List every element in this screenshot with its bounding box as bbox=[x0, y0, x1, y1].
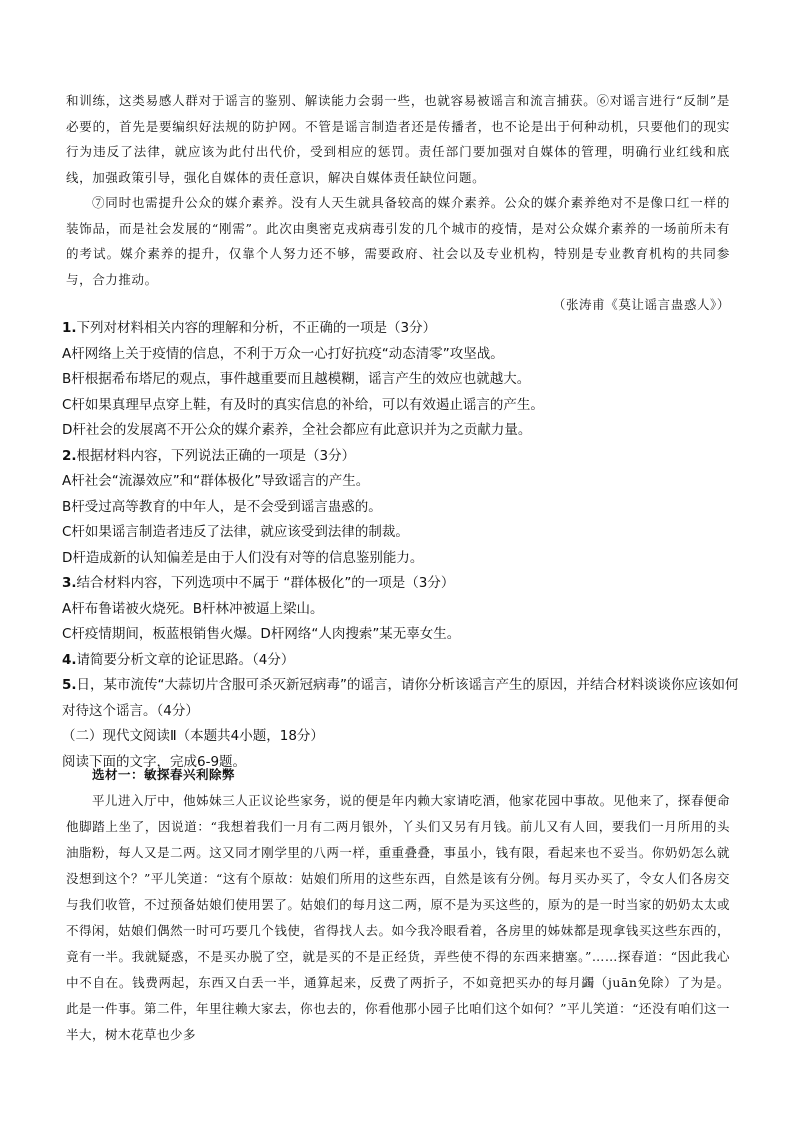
question-1-option-a: A杆网络上关于疫情的信息，不利于万众一心打好抗疫“动态清零”攻坚战。 bbox=[62, 345, 504, 362]
question-1-option-b: B杆根据希布塔尼的观点，事件越重要而且越模糊，谣言产生的效应也就越大。 bbox=[62, 371, 531, 387]
question-1-option-c: C杆如果真理早点穿上鞋，有及时的真实信息的补给，可以有效遏止谣言的产生。 bbox=[62, 396, 544, 413]
paragraph-7: ⑦同时也需提升公众的媒介素养。没有人天生就具备较高的媒介素养。公众的媒介素养绝对不是像口红一样的装饰品，而是社会发展的“刚需”。此次由奥密克戎病毒引发的几个城市的疫情，是对公众媒介素养的一场前所未有的考试。媒介素养的提升，仅靠个人努力还不够，需要政府、社会以及专业机构，特别是专业教育机构的共同参与，合力推动。 bbox=[66, 195, 730, 287]
passage-bottom bbox=[66, 762, 730, 1048]
passage-top bbox=[66, 88, 730, 318]
question-3-options-ab: A杆布鲁诺被火烧死。B杆林冲被逼上梁山。 bbox=[62, 600, 324, 617]
source-citation: （张涛甫《莫让谣言蛊惑人》） bbox=[552, 297, 730, 312]
question-2-stem: 2.根据材料内容，下列说法正确的一项是（3分） bbox=[62, 447, 356, 464]
section-2-instruction: 阅读下面的文字，完成6-9题。 bbox=[62, 753, 247, 770]
section-2-title: （二）现代文阅读Ⅱ（本题共4小题，18分） bbox=[62, 728, 324, 744]
question-1-stem: 1.下列对材料相关内容的理解和分析，不正确的一项是（3分） bbox=[62, 320, 437, 336]
question-2-number: 2. bbox=[62, 447, 77, 464]
material-paragraph: 平儿进入厅中，他姊妹三人正议论些家务，说的便是年内赖大家请吃酒，他家花园中事故。见他来了，探春便命他脚踏上坐了，因说道：“我想着我们一月有二两月银外，丫头们又另有月钱。前儿又有人回，要我们一月所用的头油脂粉，每人又是二两。这又同才刚学里的八两一样，重重叠叠，事虽小，钱有限，看起来也不妥当。你奶奶怎么就没想到这个？”平儿笑道：“这有个原故：姑娘们所用的这些东西，自然是该有分例。每月买办买了，令女人们各房交与我们收管，不过预备姑娘们使用罢了。姑娘们的每月这二两，原不是为买这些的，原为的是一时当家的奶奶太太或不得闲，姑娘们偶然一时可巧要几个钱使，省得找人去。如今我冷眼看着，各房里的姊妹都是现拿钱买这些东西的，竟有一半。我就疑惑，不是买办脱了空，就是买的不是正经货，弄些使不得的东西来搪塞。”……探春道：“因此我心中不自在。钱费两起，东西又白丢一半，通算起来，反费了两折子，不如竟把买办的每月蠲（juān免除）了为是。此是一件事。第二件，年里往赖大家去，你也去的，你看他那小园子比咱们这个如何？”平儿笑道：“还没有咱们这一半大，树木花草也少多 bbox=[66, 793, 730, 1042]
material-title: 选材一：敏探春兴利除弊 bbox=[92, 767, 236, 782]
question-1-option-d: D杆社会的发展离不开公众的媒介素养，全社会都应有此意识并为之贡献力量。 bbox=[62, 422, 532, 438]
question-2-option-a: A杆社会“流瀑效应”和“群体极化”导致谣言的产生。 bbox=[62, 473, 370, 489]
questions-section bbox=[62, 316, 742, 775]
question-3-stem: 3.结合材料内容，下列选项中不属于 “群体极化”的一项是（3分） bbox=[62, 575, 455, 591]
question-3-number: 3. bbox=[62, 575, 77, 591]
question-2-option-d: D杆造成新的认知偏差是由于人们没有对等的信息鉴别能力。 bbox=[62, 549, 424, 566]
question-2-option-c: C杆如果谣言制造者违反了法律，就应该受到法律的制裁。 bbox=[62, 524, 409, 540]
question-5-stem: 5.日，某市流传“大蒜切片含服可杀灭新冠病毒”的谣言，请你分析该谣言产生的原因，并结合材料谈谈你应该如何对待这个谣言。（4分） bbox=[62, 677, 739, 719]
paragraph-6: 和训练，这类易感人群对于谣言的鉴别、解读能力会弱一些，也就容易被谣言和流言捕获。⑥对谣言进行“反制”是必要的，首先是要编织好法规的防护网。不管是谣言制造者还是传播者，也不论是出于何种动机，只要他们的现实行为违反了法律，就应该为此付出代价，受到相应的惩罚。责任部门要加强对自媒体的管理，明确行业红线和底线，加强政策引导，强化自媒体的责任意识，解决自媒体责任缺位问题。 bbox=[66, 93, 730, 185]
question-2-option-b: B杆受过高等教育的中年人，是不会受到谣言蛊惑的。 bbox=[62, 498, 382, 515]
question-5-number: 5. bbox=[62, 677, 77, 693]
question-3-options-cd: C杆疫情期间，板蓝根销售火爆。D杆网络“人肉搜索”某无辜女生。 bbox=[62, 626, 461, 642]
question-4-stem: 4.请简要分析文章的论证思路。（4分） bbox=[62, 651, 295, 668]
question-4-number: 4. bbox=[62, 651, 77, 668]
question-1-number: 1. bbox=[62, 320, 77, 336]
